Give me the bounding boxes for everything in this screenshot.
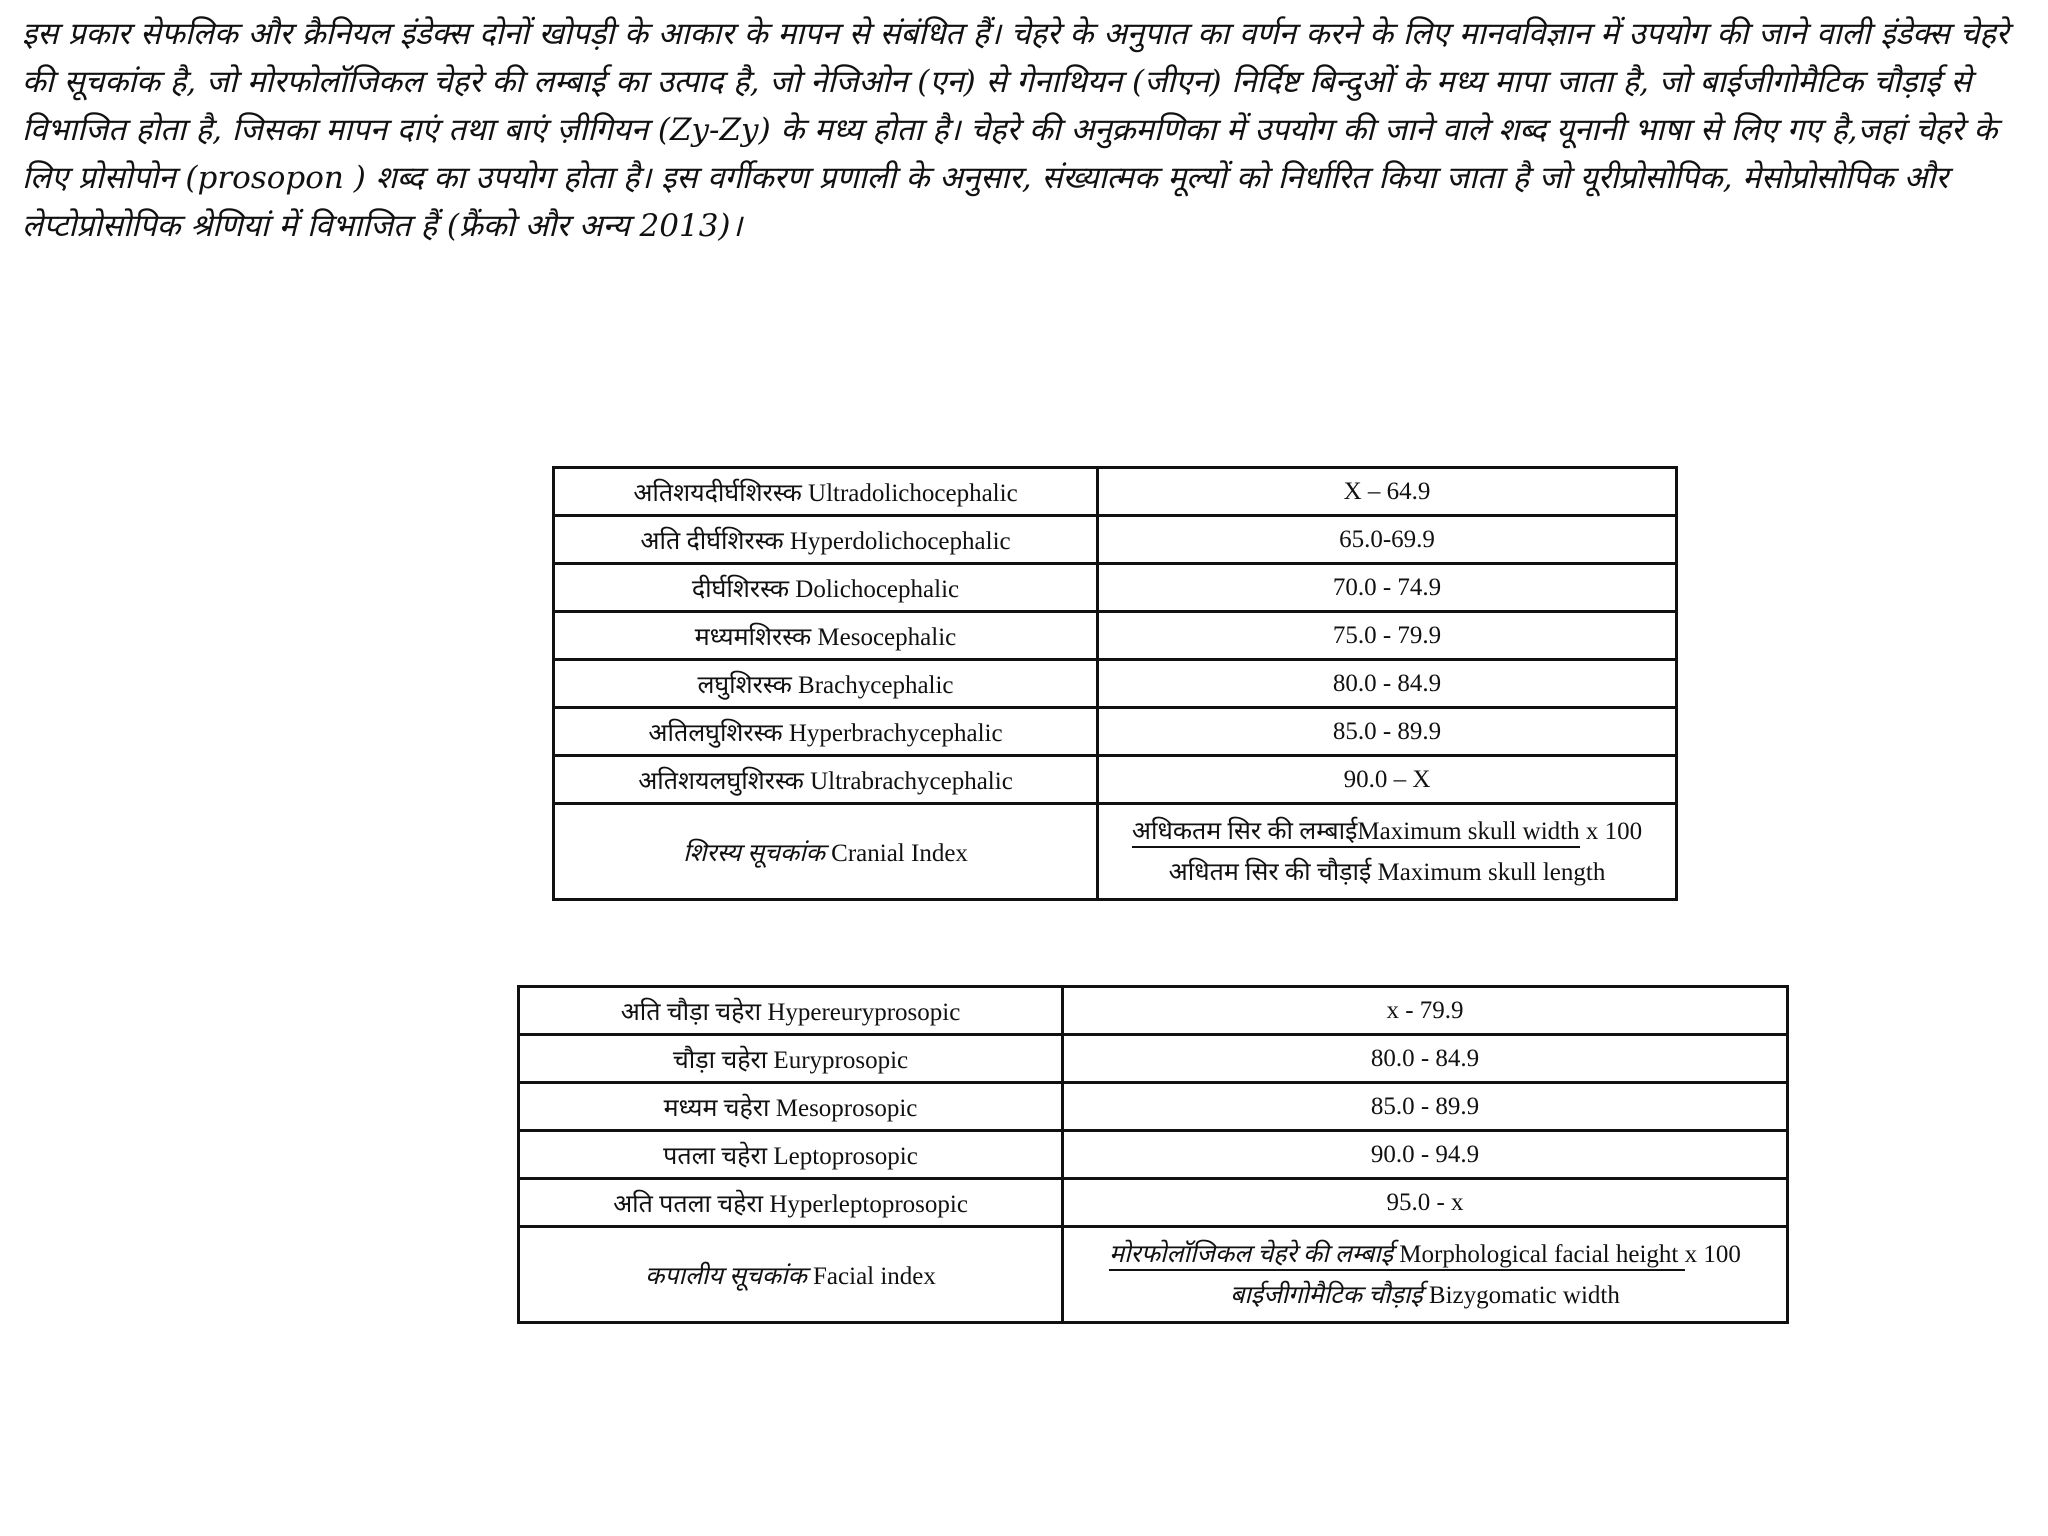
table-row [519, 987, 1788, 1035]
table-row [554, 756, 1677, 804]
index-label-hindi: शिरस्य सूचकांक [683, 839, 825, 867]
range-cell: 70.0 - 74.9 [1098, 564, 1677, 612]
index-formula-row [554, 804, 1677, 900]
classification-cell: लघुशिरस्क Brachycephalic [554, 660, 1098, 708]
formula-numerator [1109, 1241, 1684, 1271]
body-paragraph: इस प्रकार सेफलिक और क्रैनियल इंडेक्स दोनों खोपड़ी के आकार के मापन से संबंधित हैं। चेहरे के अनुपात का वर्णन करने के लिए मानवविज्ञान में उपयोग की जाने वाली इंडेक्स चेहरे की सूचकांक है, जो मोरफोलॉजिकल चेहरे की लम्बाई का उत्पाद है, जो नेजिओन (एन) से गेनाथियन (जीएन) निर्दिष्ट बिन्दुओं के मध्य मापा जाता है, जो बाईजीगोमैटिक चौड़ाई से विभाजित होता है, जिसका मापन दाएं तथा बाएं ज़ीगियन (Zy-Zy) के मध्य होता है। चेहरे की अनुक्रमणिका में उपयोग की जाने वाले शब्द यूनानी भाषा से लिए गए है,जहां चेहरे के लिए प्रोसोपोन (prosopon ) शब्द का उपयोग होता है। इस वर्गीकरण प्रणाली के अनुसार, संख्यात्मक मूल्यों को निर्धारित किया जाता है जो यूरीप्रोसोपिक, मेसोप्रोसोपिक और लेप्टोप्रोसोपिक श्रेणियां में विभाजित हैं (फ्रैंको और अन्य 2013)। [22, 16, 2009, 244]
table-row [554, 612, 1677, 660]
classification-cell: पतला चहेरा Leptoprosopic [519, 1131, 1063, 1179]
index-label-english: Cranial Index [831, 839, 968, 867]
range-cell: x - 79.9 [1063, 987, 1788, 1035]
table-row [554, 564, 1677, 612]
range-cell: 80.0 - 84.9 [1063, 1035, 1788, 1083]
range-cell: 65.0-69.9 [1098, 516, 1677, 564]
formula-multiplier: x 100 [1684, 1240, 1741, 1268]
formula-multiplier: x 100 [1585, 817, 1643, 845]
table-row [519, 1131, 1788, 1179]
classification-cell: मध्यम चहेरा Mesoprosopic [519, 1083, 1063, 1131]
range-cell: 90.0 – X [1098, 756, 1677, 804]
table-row [519, 1179, 1788, 1227]
index-formula-cell [1098, 804, 1677, 900]
table-row [554, 516, 1677, 564]
table-row [519, 1035, 1788, 1083]
index-formula-row [519, 1227, 1788, 1323]
index-label-cell [554, 804, 1098, 900]
range-cell: 80.0 - 84.9 [1098, 660, 1677, 708]
formula-numerator: अधिकतम सिर की लम्बाईMaximum skull width [1132, 818, 1580, 848]
classification-cell: अतिलघुशिरस्क Hyperbrachycephalic [554, 708, 1098, 756]
formula-denominator [1070, 1276, 1780, 1316]
classification-cell: मध्यमशिरस्क Mesocephalic [554, 612, 1098, 660]
range-cell: 85.0 - 89.9 [1063, 1083, 1788, 1131]
classification-cell: दीर्घशिरस्क Dolichocephalic [554, 564, 1098, 612]
range-cell: 85.0 - 89.9 [1098, 708, 1677, 756]
formula-numerator-line [1070, 1234, 1780, 1276]
formula-denominator-english: Bizygomatic width [1428, 1281, 1620, 1309]
table-row [519, 1083, 1788, 1131]
range-cell: 75.0 - 79.9 [1098, 612, 1677, 660]
cranial-index-table [552, 466, 1678, 901]
formula-numerator-hindi: मोरफोलॉजिकल चेहरे की लम्बाई [1109, 1240, 1394, 1268]
classification-cell: अति दीर्घशिरस्क Hyperdolichocephalic [554, 516, 1098, 564]
index-formula-cell [1063, 1227, 1788, 1323]
classification-cell: चौड़ा चहेरा Euryprosopic [519, 1035, 1063, 1083]
index-label-english: Facial index [813, 1262, 936, 1290]
classification-cell: अति पतला चहेरा Hyperleptoprosopic [519, 1179, 1063, 1227]
formula-numerator-line [1105, 811, 1669, 853]
table-row [554, 468, 1677, 516]
formula-denominator: अधितम सिर की चौड़ाई Maximum skull length [1168, 858, 1606, 886]
index-label-hindi: कपालीय सूचकांक [645, 1262, 807, 1290]
table-row [554, 708, 1677, 756]
formula-numerator-english: Morphological facial height [1399, 1240, 1679, 1268]
formula-denominator-hindi: बाईजीगोमैटिक चौड़ाई [1230, 1281, 1423, 1309]
facial-index-table [517, 985, 1789, 1324]
classification-cell: अति चौड़ा चहेरा Hypereuryprosopic [519, 987, 1063, 1035]
classification-cell: अतिशयदीर्घशिरस्क Ultradolichocephalic [554, 468, 1098, 516]
index-label-cell [519, 1227, 1063, 1323]
range-cell: X – 64.9 [1098, 468, 1677, 516]
range-cell: 90.0 - 94.9 [1063, 1131, 1788, 1179]
range-cell: 95.0 - x [1063, 1179, 1788, 1227]
table-row [554, 660, 1677, 708]
classification-cell: अतिशयलघुशिरस्क Ultrabrachycephalic [554, 756, 1098, 804]
